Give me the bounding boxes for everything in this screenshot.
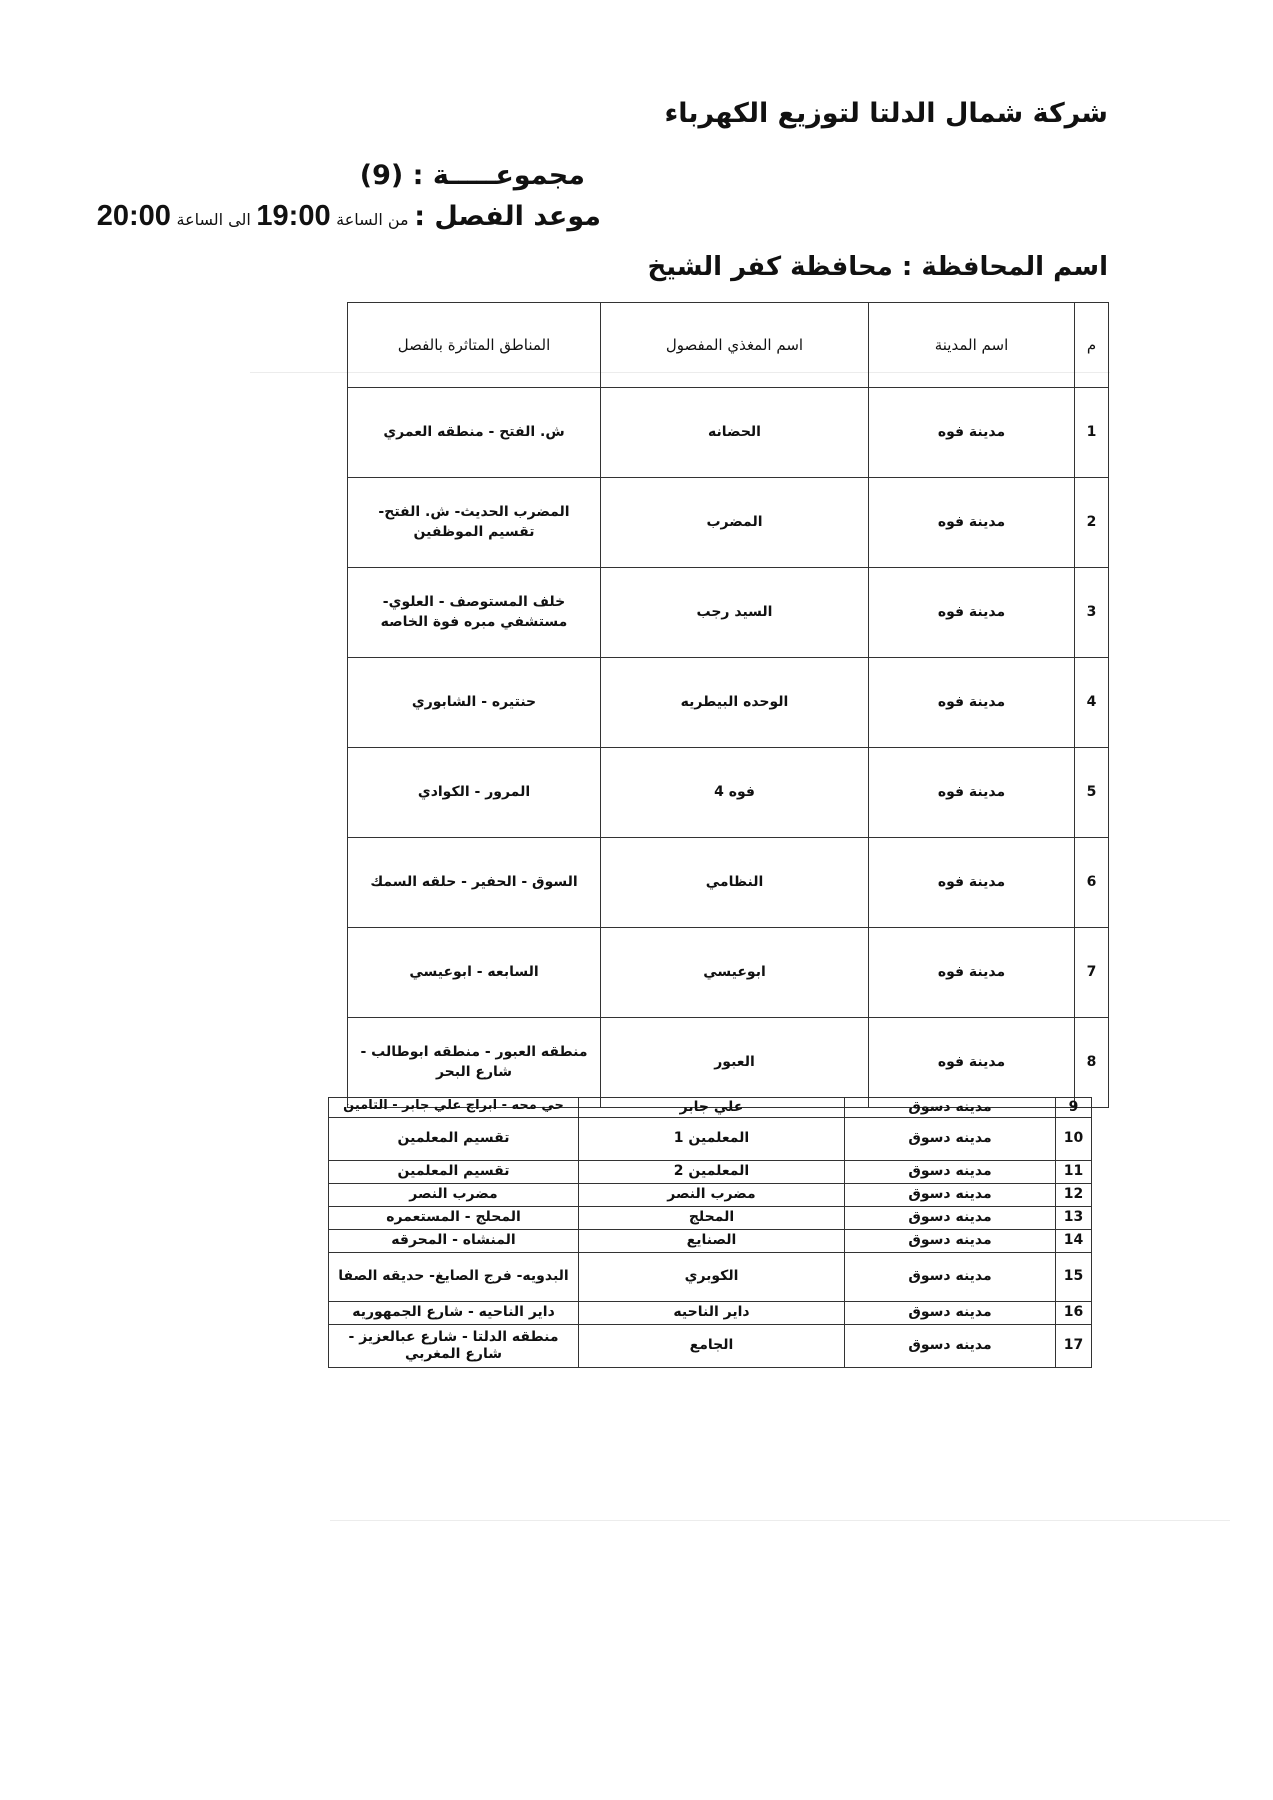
row-feeder: المضرب	[601, 478, 869, 568]
schedule-line	[97, 200, 601, 233]
row-areas: تقسيم المعلمين	[329, 1161, 579, 1184]
row-city: مدينه دسوق	[845, 1161, 1056, 1184]
group-value: (9)	[359, 160, 404, 191]
row-num: 2	[1075, 478, 1109, 568]
table-row	[329, 1118, 1092, 1161]
group-label: مجموعـــــة :	[412, 160, 585, 191]
header-areas: المناطق المتاثرة بالفصل	[348, 303, 601, 388]
row-city: مدينة فوه	[869, 388, 1075, 478]
row-areas: البدويه- فرج الصايغ- حديقه الصفا	[329, 1253, 579, 1302]
table-row	[348, 658, 1109, 748]
row-city: مدينه دسوق	[845, 1253, 1056, 1302]
row-areas: منطقه الدلتا - شارع عبالعزيز - شارع المغربي	[329, 1325, 579, 1368]
row-areas: المضرب الحديث- ش. الفتح- تقسيم الموظفين	[348, 478, 601, 568]
row-num: 16	[1056, 1302, 1092, 1325]
row-feeder: علي جابر	[579, 1098, 845, 1118]
from-time: 19:00	[256, 200, 331, 232]
table-row	[348, 748, 1109, 838]
row-areas	[329, 1098, 579, 1118]
row-city: مدينه دسوق	[845, 1098, 1056, 1118]
table-row	[329, 1253, 1092, 1302]
row-areas: السوق - الحفير - حلقه السمك	[348, 838, 601, 928]
row-feeder: داير الناحيه	[579, 1302, 845, 1325]
row-areas: المحلج - المستعمره	[329, 1207, 579, 1230]
row-city: مدينة فوه	[869, 748, 1075, 838]
row-areas: المنشاه - المحرقه	[329, 1230, 579, 1253]
header-num: م	[1075, 303, 1109, 388]
row-num: 14	[1056, 1230, 1092, 1253]
table-row	[329, 1302, 1092, 1325]
table-row	[348, 1018, 1109, 1108]
row-city: مدينة فوه	[869, 568, 1075, 658]
row-city: مدينه دسوق	[845, 1230, 1056, 1253]
row-feeder: مضرب النصر	[579, 1184, 845, 1207]
table-row	[348, 838, 1109, 928]
row-areas: المرور - الكوادي	[348, 748, 601, 838]
header-feeder: اسم المغذي المفصول	[601, 303, 869, 388]
row-city: مدينة فوه	[869, 478, 1075, 568]
row-num: 8	[1075, 1018, 1109, 1108]
row-num: 1	[1075, 388, 1109, 478]
row-feeder: فوه 4	[601, 748, 869, 838]
row-areas-clipped: حي محه - ابراج علي جابر - التامين	[343, 1099, 564, 1113]
row-city: مدينه دسوق	[845, 1325, 1056, 1368]
table-row	[348, 478, 1109, 568]
row-num: 12	[1056, 1184, 1092, 1207]
schedule-label: موعد الفصل :	[414, 201, 601, 232]
table-header-row	[348, 303, 1109, 388]
row-feeder: المعلمين 1	[579, 1118, 845, 1161]
outage-table-upper	[347, 302, 1109, 1108]
row-city: مدينه دسوق	[845, 1184, 1056, 1207]
row-num: 5	[1075, 748, 1109, 838]
row-city: مدينه دسوق	[845, 1207, 1056, 1230]
row-num: 3	[1075, 568, 1109, 658]
row-num: 13	[1056, 1207, 1092, 1230]
row-feeder: النظامي	[601, 838, 869, 928]
row-areas: ش. الفتح - منطقه العمري	[348, 388, 601, 478]
row-areas: حنتيره - الشابوري	[348, 658, 601, 748]
row-areas: داير الناحيه - شارع الجمهوريه	[329, 1302, 579, 1325]
row-feeder: المحلج	[579, 1207, 845, 1230]
group-line	[360, 160, 585, 191]
row-city: مدينه دسوق	[845, 1302, 1056, 1325]
row-feeder: الوحده البيطريه	[601, 658, 869, 748]
row-feeder: السيد رجب	[601, 568, 869, 658]
table-row	[348, 568, 1109, 658]
row-num: 11	[1056, 1161, 1092, 1184]
row-num: 17	[1056, 1325, 1092, 1368]
to-time: 20:00	[96, 200, 171, 232]
table-row	[329, 1325, 1092, 1368]
row-feeder: المعلمين 2	[579, 1161, 845, 1184]
table-row	[348, 928, 1109, 1018]
governorate-title: اسم المحافظة : محافظة كفر الشيخ	[647, 252, 1108, 282]
row-feeder: الجامع	[579, 1325, 845, 1368]
table-row	[329, 1098, 1092, 1118]
row-num: 15	[1056, 1253, 1092, 1302]
row-num: 4	[1075, 658, 1109, 748]
row-areas: منطقه العبور - منطقه ابوطالب - شارع البحر	[348, 1018, 601, 1108]
table-row	[329, 1184, 1092, 1207]
from-label: من الساعة	[336, 210, 409, 229]
company-name: شركة شمال الدلتا لتوزيع الكهرباء	[664, 98, 1108, 129]
header-city: اسم المدينة	[869, 303, 1075, 388]
row-city: مدينه دسوق	[845, 1118, 1056, 1161]
row-city: مدينة فوه	[869, 658, 1075, 748]
table-row	[329, 1230, 1092, 1253]
row-city: مدينة فوه	[869, 928, 1075, 1018]
row-city: مدينة فوه	[869, 838, 1075, 928]
row-num: 7	[1075, 928, 1109, 1018]
to-label: الى الساعة	[176, 210, 251, 229]
row-areas: تقسيم المعلمين	[329, 1118, 579, 1161]
row-feeder: الحضانه	[601, 388, 869, 478]
scan-artifact-line	[330, 1520, 1230, 1521]
row-areas: مضرب النصر	[329, 1184, 579, 1207]
row-areas: خلف المستوصف - العلوي- مستشفي مبره فوة الخاصه	[348, 568, 601, 658]
row-feeder: العبور	[601, 1018, 869, 1108]
outage-table-lower	[328, 1097, 1092, 1368]
row-feeder: الكوبري	[579, 1253, 845, 1302]
table-row	[329, 1207, 1092, 1230]
table-row	[329, 1161, 1092, 1184]
table-row	[348, 388, 1109, 478]
row-city: مدينة فوه	[869, 1018, 1075, 1108]
row-feeder: الصنايع	[579, 1230, 845, 1253]
row-num: 6	[1075, 838, 1109, 928]
row-num: 9	[1056, 1098, 1092, 1118]
row-areas: السابعه - ابوعيسي	[348, 928, 601, 1018]
row-feeder: ابوعيسي	[601, 928, 869, 1018]
row-num: 10	[1056, 1118, 1092, 1161]
